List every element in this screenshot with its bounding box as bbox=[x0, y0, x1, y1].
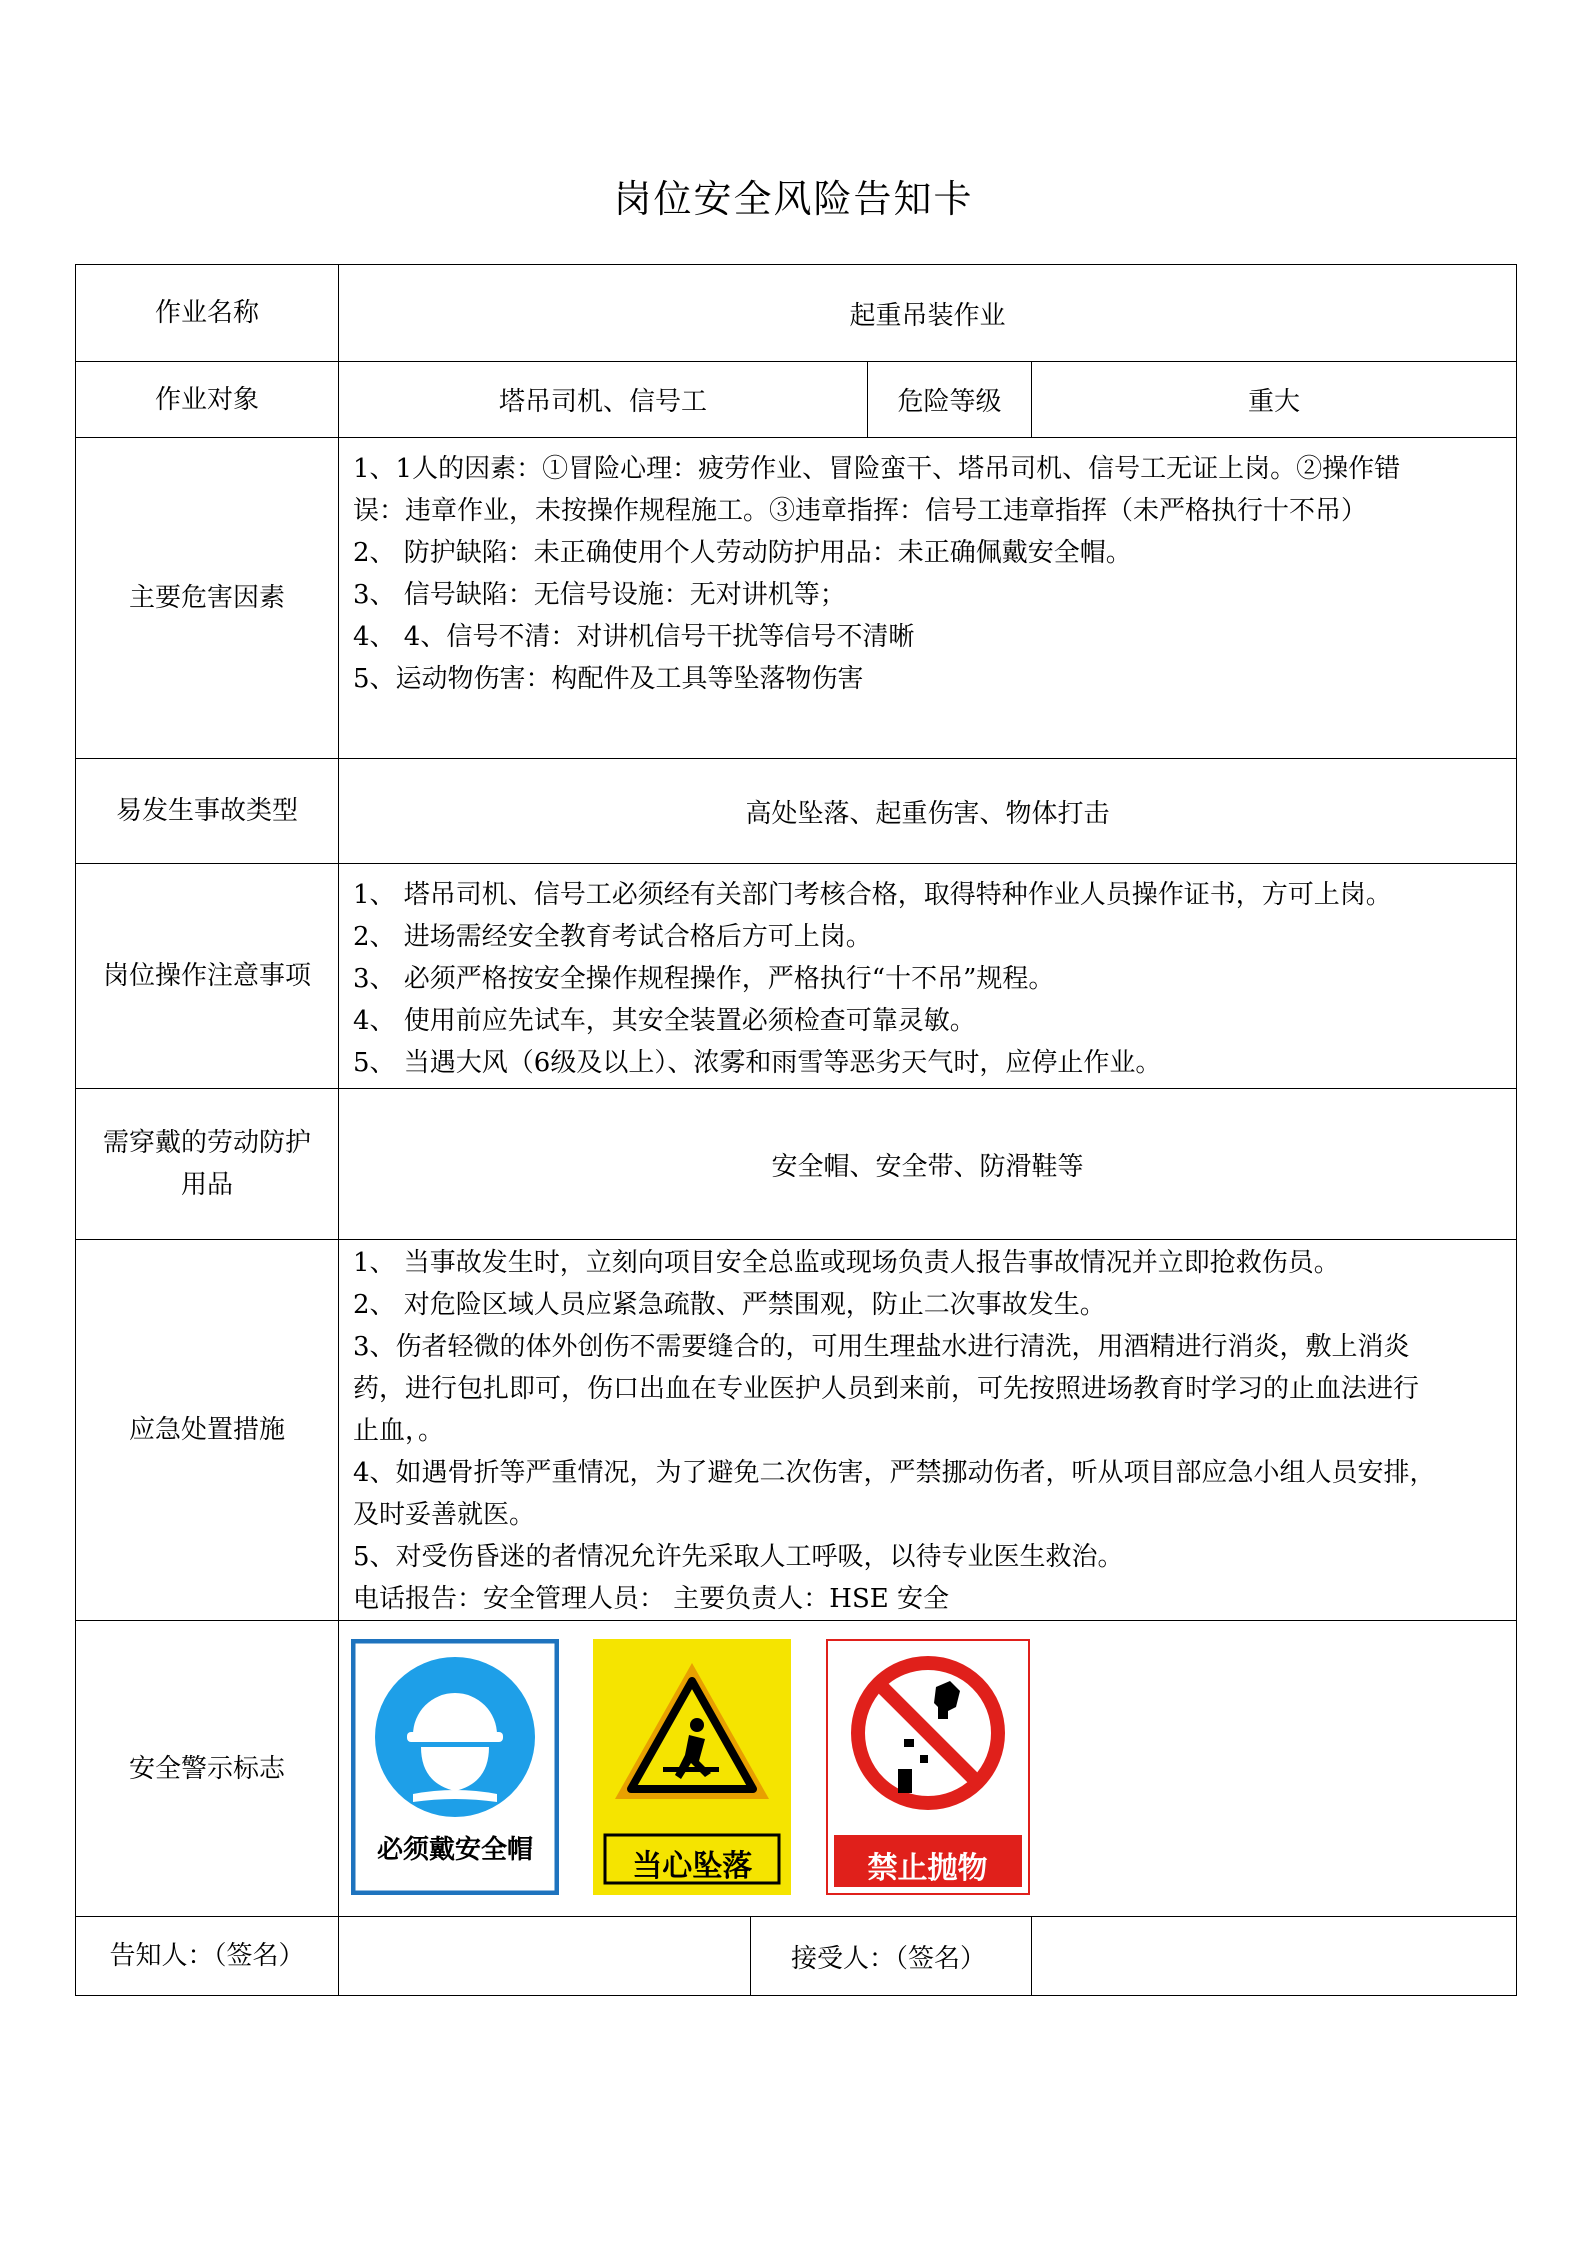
hazard-item: 3、 信号缺陷：无信号设施：无对讲机等； bbox=[353, 580, 846, 610]
hazard-item: 误：违章作业，未按操作规程施工。③违章指挥：信号工违章指挥（未严格执行十不吊） bbox=[353, 496, 1368, 526]
row-accident-types bbox=[76, 759, 1517, 864]
emergency-item: 止血，。 bbox=[353, 1416, 445, 1446]
risk-level-value: 重大 bbox=[1032, 362, 1517, 438]
hazard-item: 1、1人的因素：①冒险心理：疲劳作业、冒险蛮干、塔吊司机、信号工无证上岗。②操作错 bbox=[353, 454, 1401, 484]
signs-label: 安全警示标志 bbox=[76, 1621, 339, 1917]
precautions-list bbox=[339, 864, 1517, 1089]
hazard-item: 5、运动物伤害：构配件及工具等坠落物伤害 bbox=[353, 664, 864, 694]
row-precautions bbox=[76, 864, 1517, 1089]
job-name-value: 起重吊装作业 bbox=[339, 265, 1517, 362]
precautions-label: 岗位操作注意事项 bbox=[76, 864, 339, 1089]
row-emergency bbox=[76, 1240, 1517, 1621]
risk-level-label: 危险等级 bbox=[868, 362, 1032, 438]
notifier-label: 告知人：（签名） bbox=[76, 1917, 339, 1996]
emergency-item: 及时妥善就医。 bbox=[353, 1500, 536, 1530]
sign-fall-warning-label: 当心坠落 bbox=[632, 1849, 753, 1884]
hazard-item: 2、 防护缺陷：未正确使用个人劳动防护用品：未正确佩戴安全帽。 bbox=[353, 538, 1132, 568]
precaution-item: 1、 塔吊司机、信号工必须经有关部门考核合格，取得特种作业人员操作证书，方可上岗。 bbox=[353, 880, 1392, 910]
row-hazards bbox=[76, 438, 1517, 759]
precaution-item: 4、 使用前应先试车，其安全装置必须检查可靠灵敏。 bbox=[353, 1006, 976, 1036]
job-name-label: 作业名称 bbox=[76, 265, 339, 362]
row-ppe bbox=[76, 1089, 1517, 1240]
sign-fall-warning bbox=[593, 1639, 791, 1895]
emergency-item: 1、 当事故发生时，立刻向项目安全总监或现场负责人报告事故情况并立即抢救伤员。 bbox=[353, 1248, 1340, 1278]
emergency-item: 4、如遇骨折等严重情况，为了避免二次伤害，严禁挪动伤者，听从项目部应急小组人员安排， bbox=[353, 1458, 1436, 1488]
precaution-item: 3、 必须严格按安全操作规程操作，严格执行“十不吊”规程。 bbox=[353, 964, 1055, 994]
receiver-label: 接受人：（签名） bbox=[751, 1917, 1032, 1996]
emergency-item: 5、对受伤昏迷的者情况允许先采取人工呼吸，以待专业医生救治。 bbox=[353, 1542, 1124, 1572]
emergency-item: 3、伤者轻微的体外创伤不需要缝合的，可用生理盐水进行清洗，用酒精进行消炎，敷上消炎 bbox=[353, 1332, 1410, 1362]
precaution-item: 5、 当遇大风（6级及以上）、浓雾和雨雪等恶劣天气时，应停止作业。 bbox=[353, 1048, 1162, 1078]
emergency-phone: 电话报告：安全管理人员： 主要负责人：HSE 安全 bbox=[353, 1584, 949, 1614]
sign-no-throwing-label: 禁止抛物 bbox=[867, 1851, 988, 1886]
emergency-item: 2、 对危险区域人员应紧急疏散、严禁围观，防止二次事故发生。 bbox=[353, 1290, 1106, 1320]
precaution-item: 2、 进场需经安全教育考试合格后方可上岗。 bbox=[353, 922, 872, 952]
accident-types-value: 高处坠落、起重伤害、物体打击 bbox=[339, 759, 1517, 864]
notifier-signature-field[interactable] bbox=[339, 1917, 751, 1996]
row-job-target bbox=[76, 362, 1517, 438]
emergency-label: 应急处置措施 bbox=[76, 1240, 339, 1621]
job-target-value: 塔吊司机、信号工 bbox=[339, 362, 868, 438]
accident-types-label: 易发生事故类型 bbox=[76, 759, 339, 864]
signs-panel bbox=[339, 1621, 1517, 1917]
hazard-item: 4、 4、信号不清：对讲机信号干扰等信号不清晰 bbox=[353, 622, 915, 652]
sign-hard-hat bbox=[351, 1639, 559, 1895]
hazards-list bbox=[339, 438, 1517, 759]
row-job-name bbox=[76, 265, 1517, 362]
sign-no-throwing bbox=[826, 1639, 1030, 1895]
ppe-label-line2: 用品 bbox=[180, 1170, 233, 1200]
job-target-label: 作业对象 bbox=[76, 362, 339, 438]
hazards-label: 主要危害因素 bbox=[76, 438, 339, 759]
row-signs bbox=[76, 1621, 1517, 1917]
emergency-item: 药，进行包扎即可，伤口出血在专业医护人员到来前，可先按照进场教育时学习的止血法进行 bbox=[353, 1374, 1420, 1404]
sign-hard-hat-label: 必须戴安全帽 bbox=[376, 1835, 533, 1865]
risk-card-table bbox=[75, 264, 1517, 1996]
page-title: 岗位安全风险告知卡 bbox=[613, 177, 974, 221]
receiver-signature-field[interactable] bbox=[1032, 1917, 1517, 1996]
ppe-label-line1: 需穿戴的劳动防护 bbox=[102, 1128, 311, 1158]
ppe-value: 安全帽、安全带、防滑鞋等 bbox=[339, 1089, 1517, 1240]
row-signatures bbox=[76, 1917, 1517, 1996]
emergency-list bbox=[339, 1240, 1517, 1621]
ppe-label bbox=[76, 1089, 339, 1240]
